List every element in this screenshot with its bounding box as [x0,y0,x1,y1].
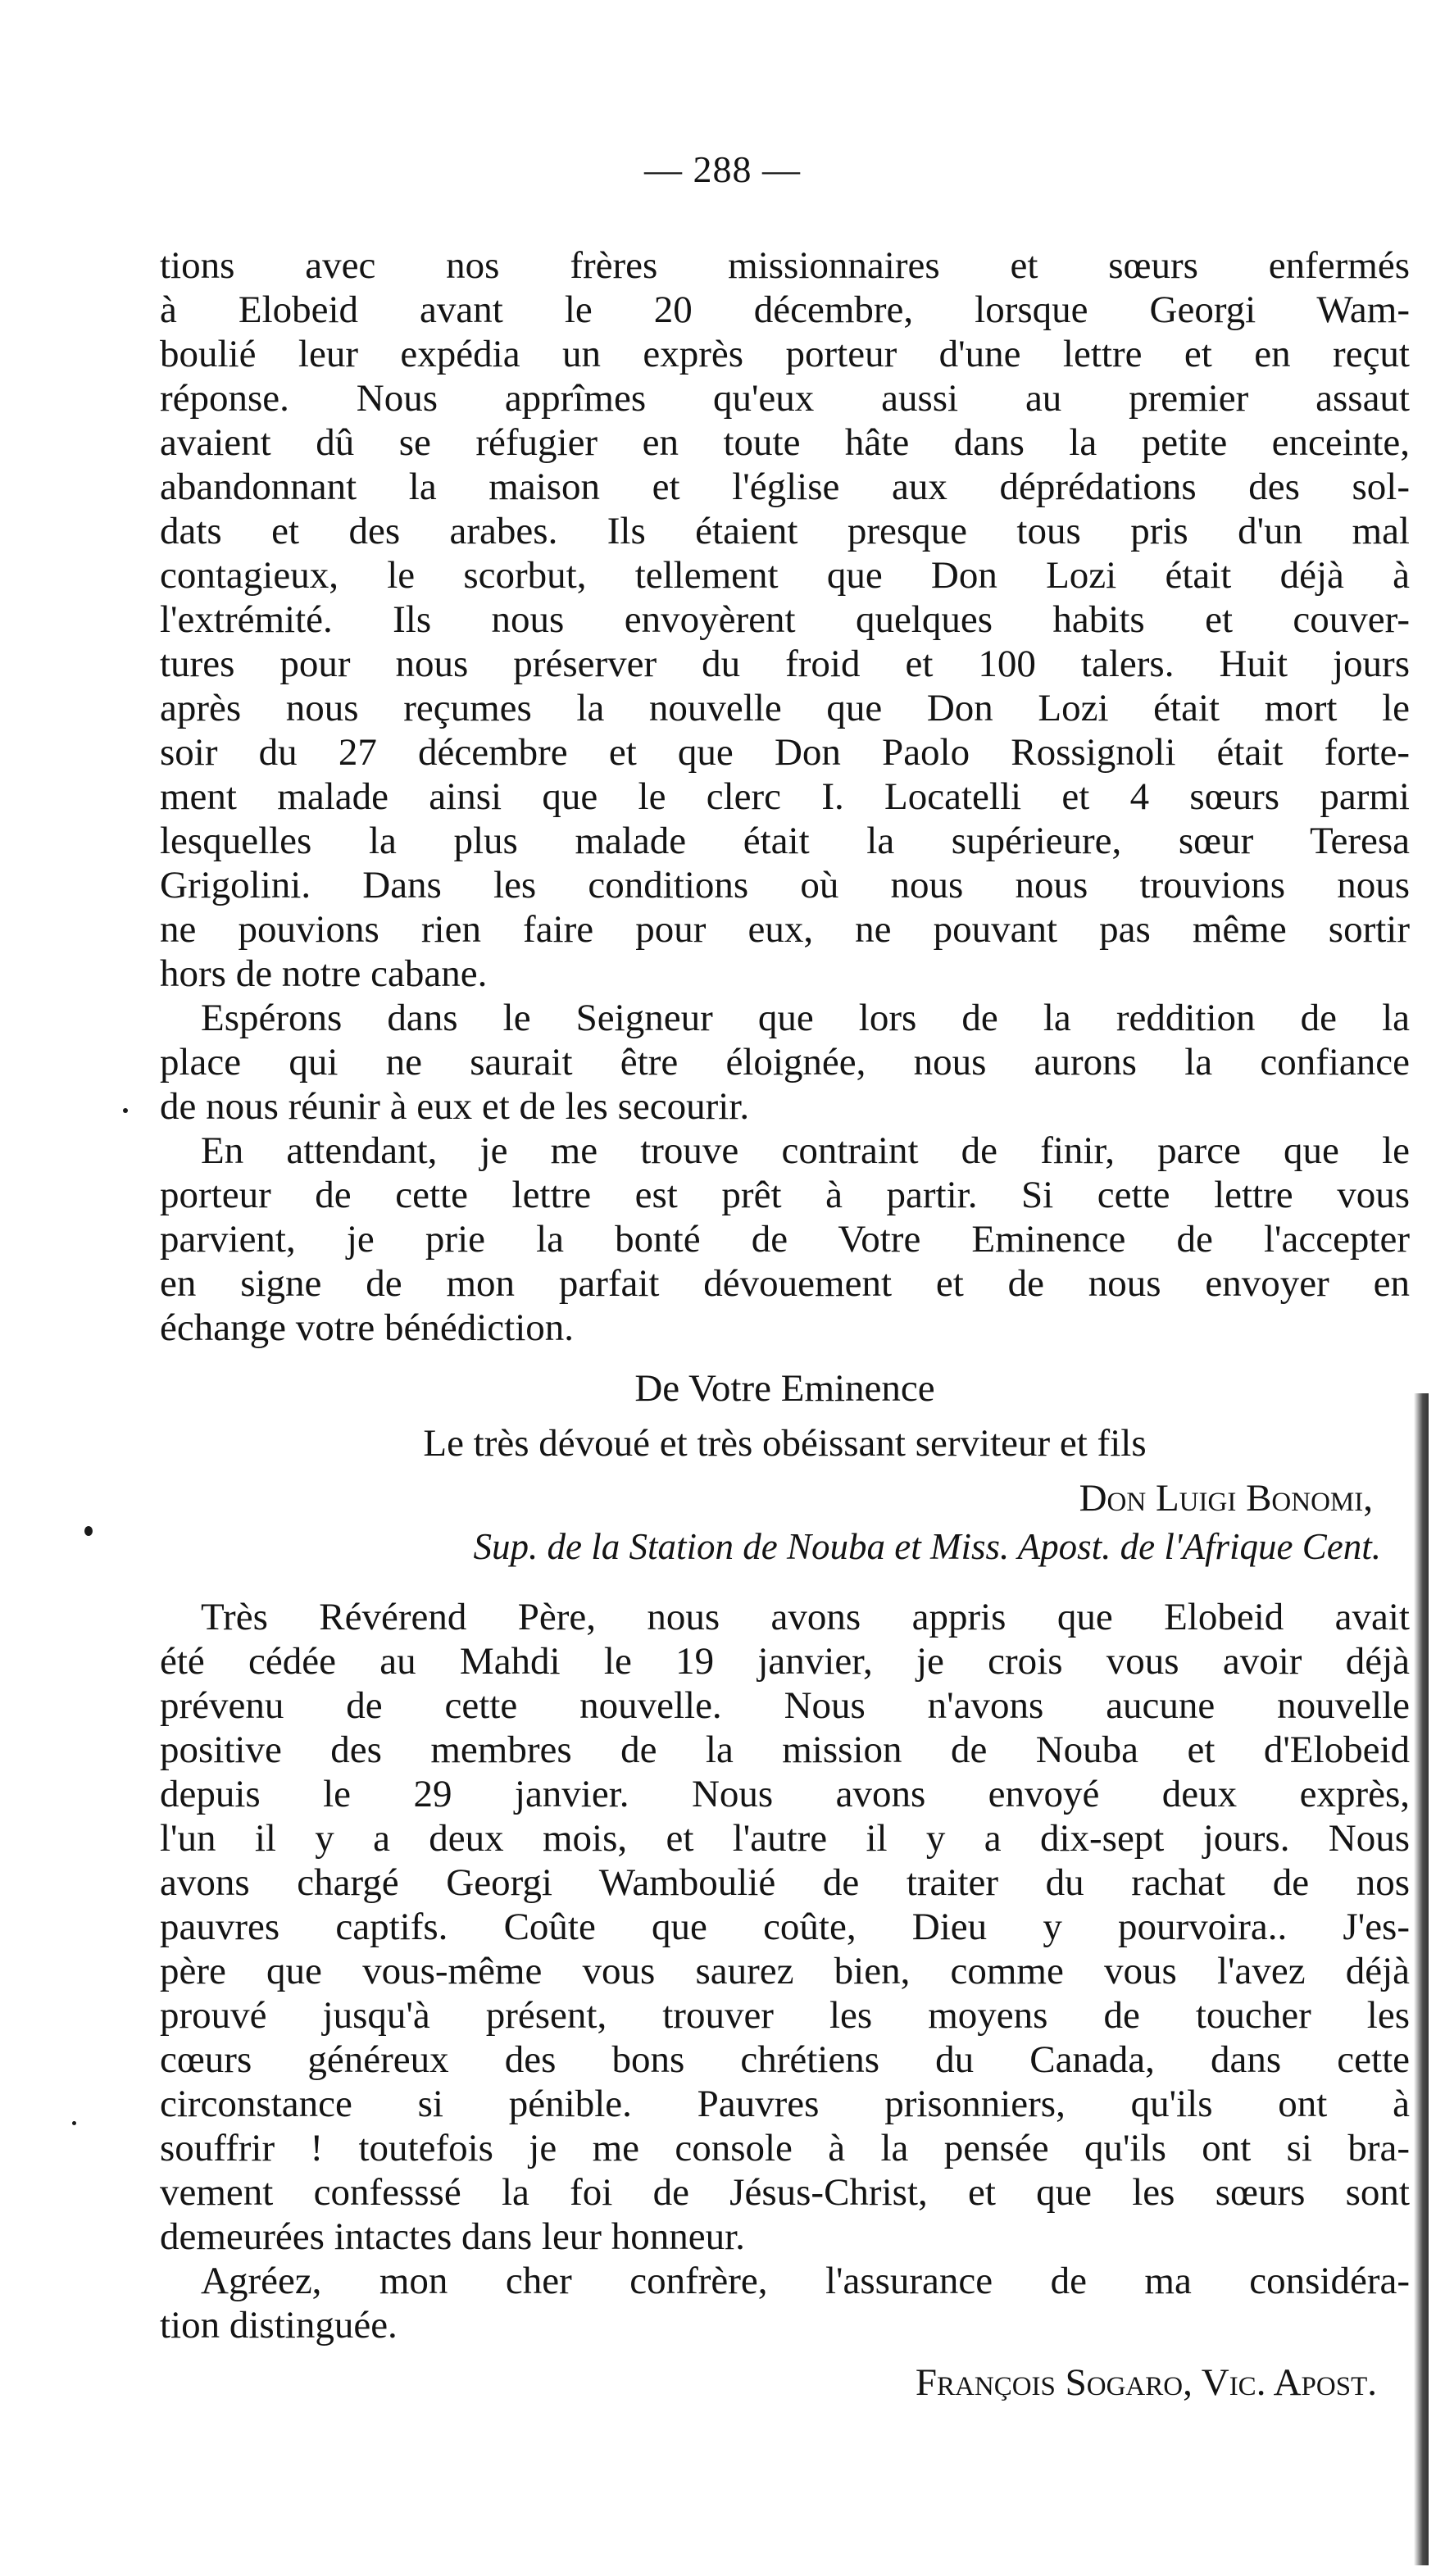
scan-edge-shadow [1414,1393,1429,2565]
text-line: souffrir ! toutefois je me console à la pensée qu'ils ont si bra- [160,2127,1410,2169]
text-line: en signe de mon parfait dévouement et de nous envoyer en [160,1262,1410,1305]
text-line: porteur de cette lettre est prêt à partir. Si cette lettre vous [160,1174,1410,1216]
ink-speck [84,1526,93,1536]
text-line: à Elobeid avant le 20 décembre, lorsque Georgi Wam- [160,288,1410,331]
text-line: prévenu de cette nouvelle. Nous n'avons aucune nouvelle [160,1684,1410,1727]
signature-bonomi: Don Luigi Bonomi, [1079,1477,1373,1520]
text-line: abandonnant la maison et l'église aux déprédations des sol- [160,466,1410,508]
text-line: parvient, je prie la bonté de Votre Eminence de l'accepter [160,1218,1410,1261]
text-line: contagieux, le scorbut, tellement que Don Lozi était déjà à [160,554,1410,597]
text-line: prouvé jusqu'à présent, trouver les moyens de toucher les [160,1994,1410,2037]
text-line: En attendant, je me trouve contraint de finir, parce que le [201,1129,1410,1172]
text-line: demeurées intactes dans leur honneur. [160,2215,745,2258]
text-line: échange votre bénédiction. [160,1306,575,1349]
page-number: — 288 — [644,148,801,190]
text-line: réponse. Nous apprîmes qu'eux aussi au premier assaut [160,377,1410,420]
text-line: dats et des arabes. Ils étaient presque tous pris d'un mal [160,510,1410,552]
text-line: Espérons dans le Seigneur que lors de la reddition de la [201,997,1410,1039]
closing-salutation: De Votre Eminence [634,1367,935,1410]
text-line: pauvres captifs. Coûte que coûte, Dieu y pourvoira.. J'es- [160,1906,1410,1948]
text-line: positive des membres de la mission de Nouba et d'Elobeid [160,1729,1410,1771]
text-line: tion distinguée. [160,2304,398,2347]
closing-formula: Le très dévoué et très obéissant serviteur et fils [423,1422,1147,1465]
text-line: Très Révérend Père, nous avons appris que Elobeid avait [201,1596,1410,1638]
text-line: père que vous-même vous saurez bien, comme vous l'avez déjà [160,1950,1410,1992]
ink-speck [72,2121,76,2125]
text-line: ne pouvions rien faire pour eux, ne pouvant pas même sortir [160,908,1410,951]
text-line: tures pour nous préserver du froid et 100 talers. Huit jours [160,643,1410,685]
text-line: avons chargé Georgi Wamboulié de traiter du rachat de nos [160,1861,1410,1904]
text-line: tions avec nos frères missionnaires et sœurs enfermés [160,244,1410,287]
text-line: après nous reçumes la nouvelle que Don Lozi était mort le [160,687,1410,729]
text-line: l'un il y a deux mois, et l'autre il y a dix-sept jours. Nous [160,1817,1410,1860]
text-line: été cédée au Mahdi le 19 janvier, je crois vous avoir déjà [160,1640,1410,1683]
text-line: avaient dû se réfugier en toute hâte dans la petite enceinte, [160,421,1410,464]
text-line: boulié leur expédia un exprès porteur d'une lettre et en reçut [160,333,1410,375]
ink-speck [123,1108,128,1113]
text-line: soir du 27 décembre et que Don Paolo Rossignoli était forte- [160,731,1410,774]
text-line: de nous réunir à eux et de les secourir. [160,1085,750,1128]
text-line: Grigolini. Dans les conditions où nous nous trouvions nous [160,864,1410,906]
signature-sogaro: François Sogaro, Vic. Apost. [915,2361,1377,2404]
text-line: vement confesssé la foi de Jésus-Christ, et que les sœurs sont [160,2171,1410,2214]
text-line: depuis le 29 janvier. Nous avons envoyé deux exprès, [160,1773,1410,1815]
text-line: l'extrémité. Ils nous envoyèrent quelques habits et couver- [160,598,1410,641]
text-line: ment malade ainsi que le clerc I. Locatelli et 4 sœurs parmi [160,775,1410,818]
text-line: cœurs généreux des bons chrétiens du Canada, dans cette [160,2038,1410,2081]
signature-title: Sup. de la Station de Nouba et Miss. Apost. de l'Afrique Cent. [473,1526,1381,1567]
text-line: lesquelles la plus malade était la supérieure, sœur Teresa [160,820,1410,862]
text-line: circonstance si pénible. Pauvres prisonniers, qu'ils ont à [160,2083,1410,2125]
text-line: Agréez, mon cher confrère, l'assurance de ma considéra- [201,2260,1410,2302]
text-line: place qui ne saurait être éloignée, nous aurons la confiance [160,1041,1410,1084]
text-line: hors de notre cabane. [160,952,488,995]
